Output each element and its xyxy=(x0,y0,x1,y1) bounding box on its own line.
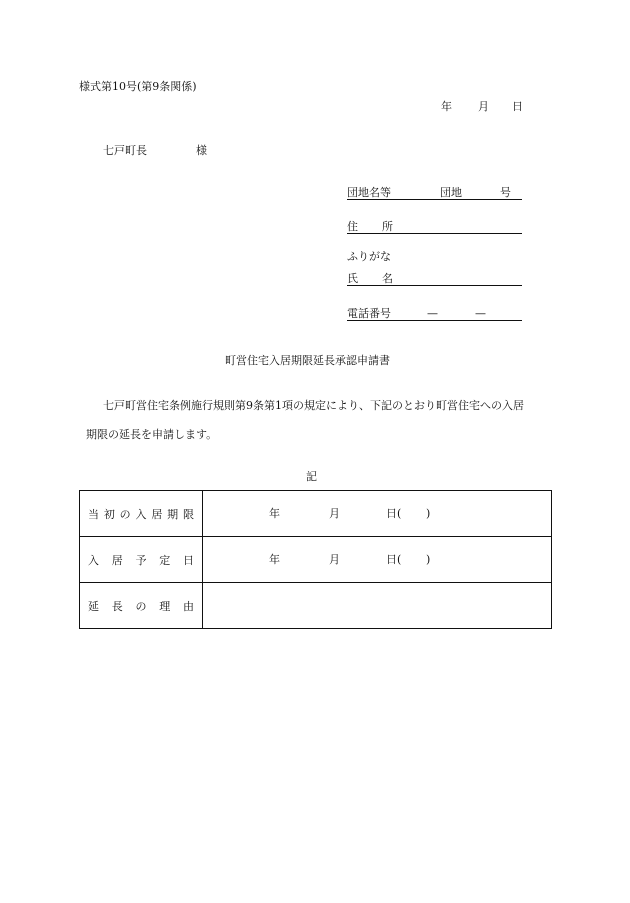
phone-label: 電話番号 xyxy=(347,307,391,320)
table-row xyxy=(80,537,552,583)
row-label-extension-reason: 延 長 の 理 由 xyxy=(80,583,203,629)
phone-separator-1: — xyxy=(427,307,438,320)
addressee-honorific: 様 xyxy=(196,144,207,157)
address-underline xyxy=(347,233,522,234)
complex-underline xyxy=(347,199,522,200)
record-table xyxy=(79,490,552,629)
name-underline xyxy=(347,285,522,286)
date-month: 月 xyxy=(478,100,489,113)
complex-label: 団地名等 xyxy=(347,186,391,199)
ki-label: 記 xyxy=(306,470,317,483)
date-day: 日 xyxy=(512,100,523,113)
number-suffix: 号 xyxy=(500,186,511,199)
row-label-initial-period: 当 初 の 入 居 期 限 xyxy=(80,491,203,537)
address-label: 住 所 xyxy=(347,220,393,233)
phone-underline xyxy=(347,320,522,321)
planned-date-field[interactable]: 年 月 日( ) xyxy=(203,537,552,583)
initial-period-date-field[interactable]: 年 月 日( ) xyxy=(203,491,552,537)
date-year: 年 xyxy=(441,100,452,113)
table-row xyxy=(80,583,552,629)
addressee-title: 七戸町長 xyxy=(103,144,147,157)
name-label: 氏 名 xyxy=(347,272,393,285)
row-label-planned-date: 入 居 予 定 日 xyxy=(80,537,203,583)
document-title: 町営住宅入居期限延長承認申請書 xyxy=(225,354,390,367)
table-row xyxy=(80,491,552,537)
furigana-label: ふりがな xyxy=(347,250,391,263)
form-number: 様式第10号(第9条関係) xyxy=(79,80,197,93)
phone-separator-2: — xyxy=(475,307,486,320)
complex-suffix: 団地 xyxy=(440,186,462,199)
body-line-2: 期限の延長を申請します。 xyxy=(86,428,218,441)
body-line-1: 七戸町営住宅条例施行規則第9条第1項の規定により、下記のとおり町営住宅への入居 xyxy=(103,399,524,412)
extension-reason-field[interactable] xyxy=(203,583,552,629)
